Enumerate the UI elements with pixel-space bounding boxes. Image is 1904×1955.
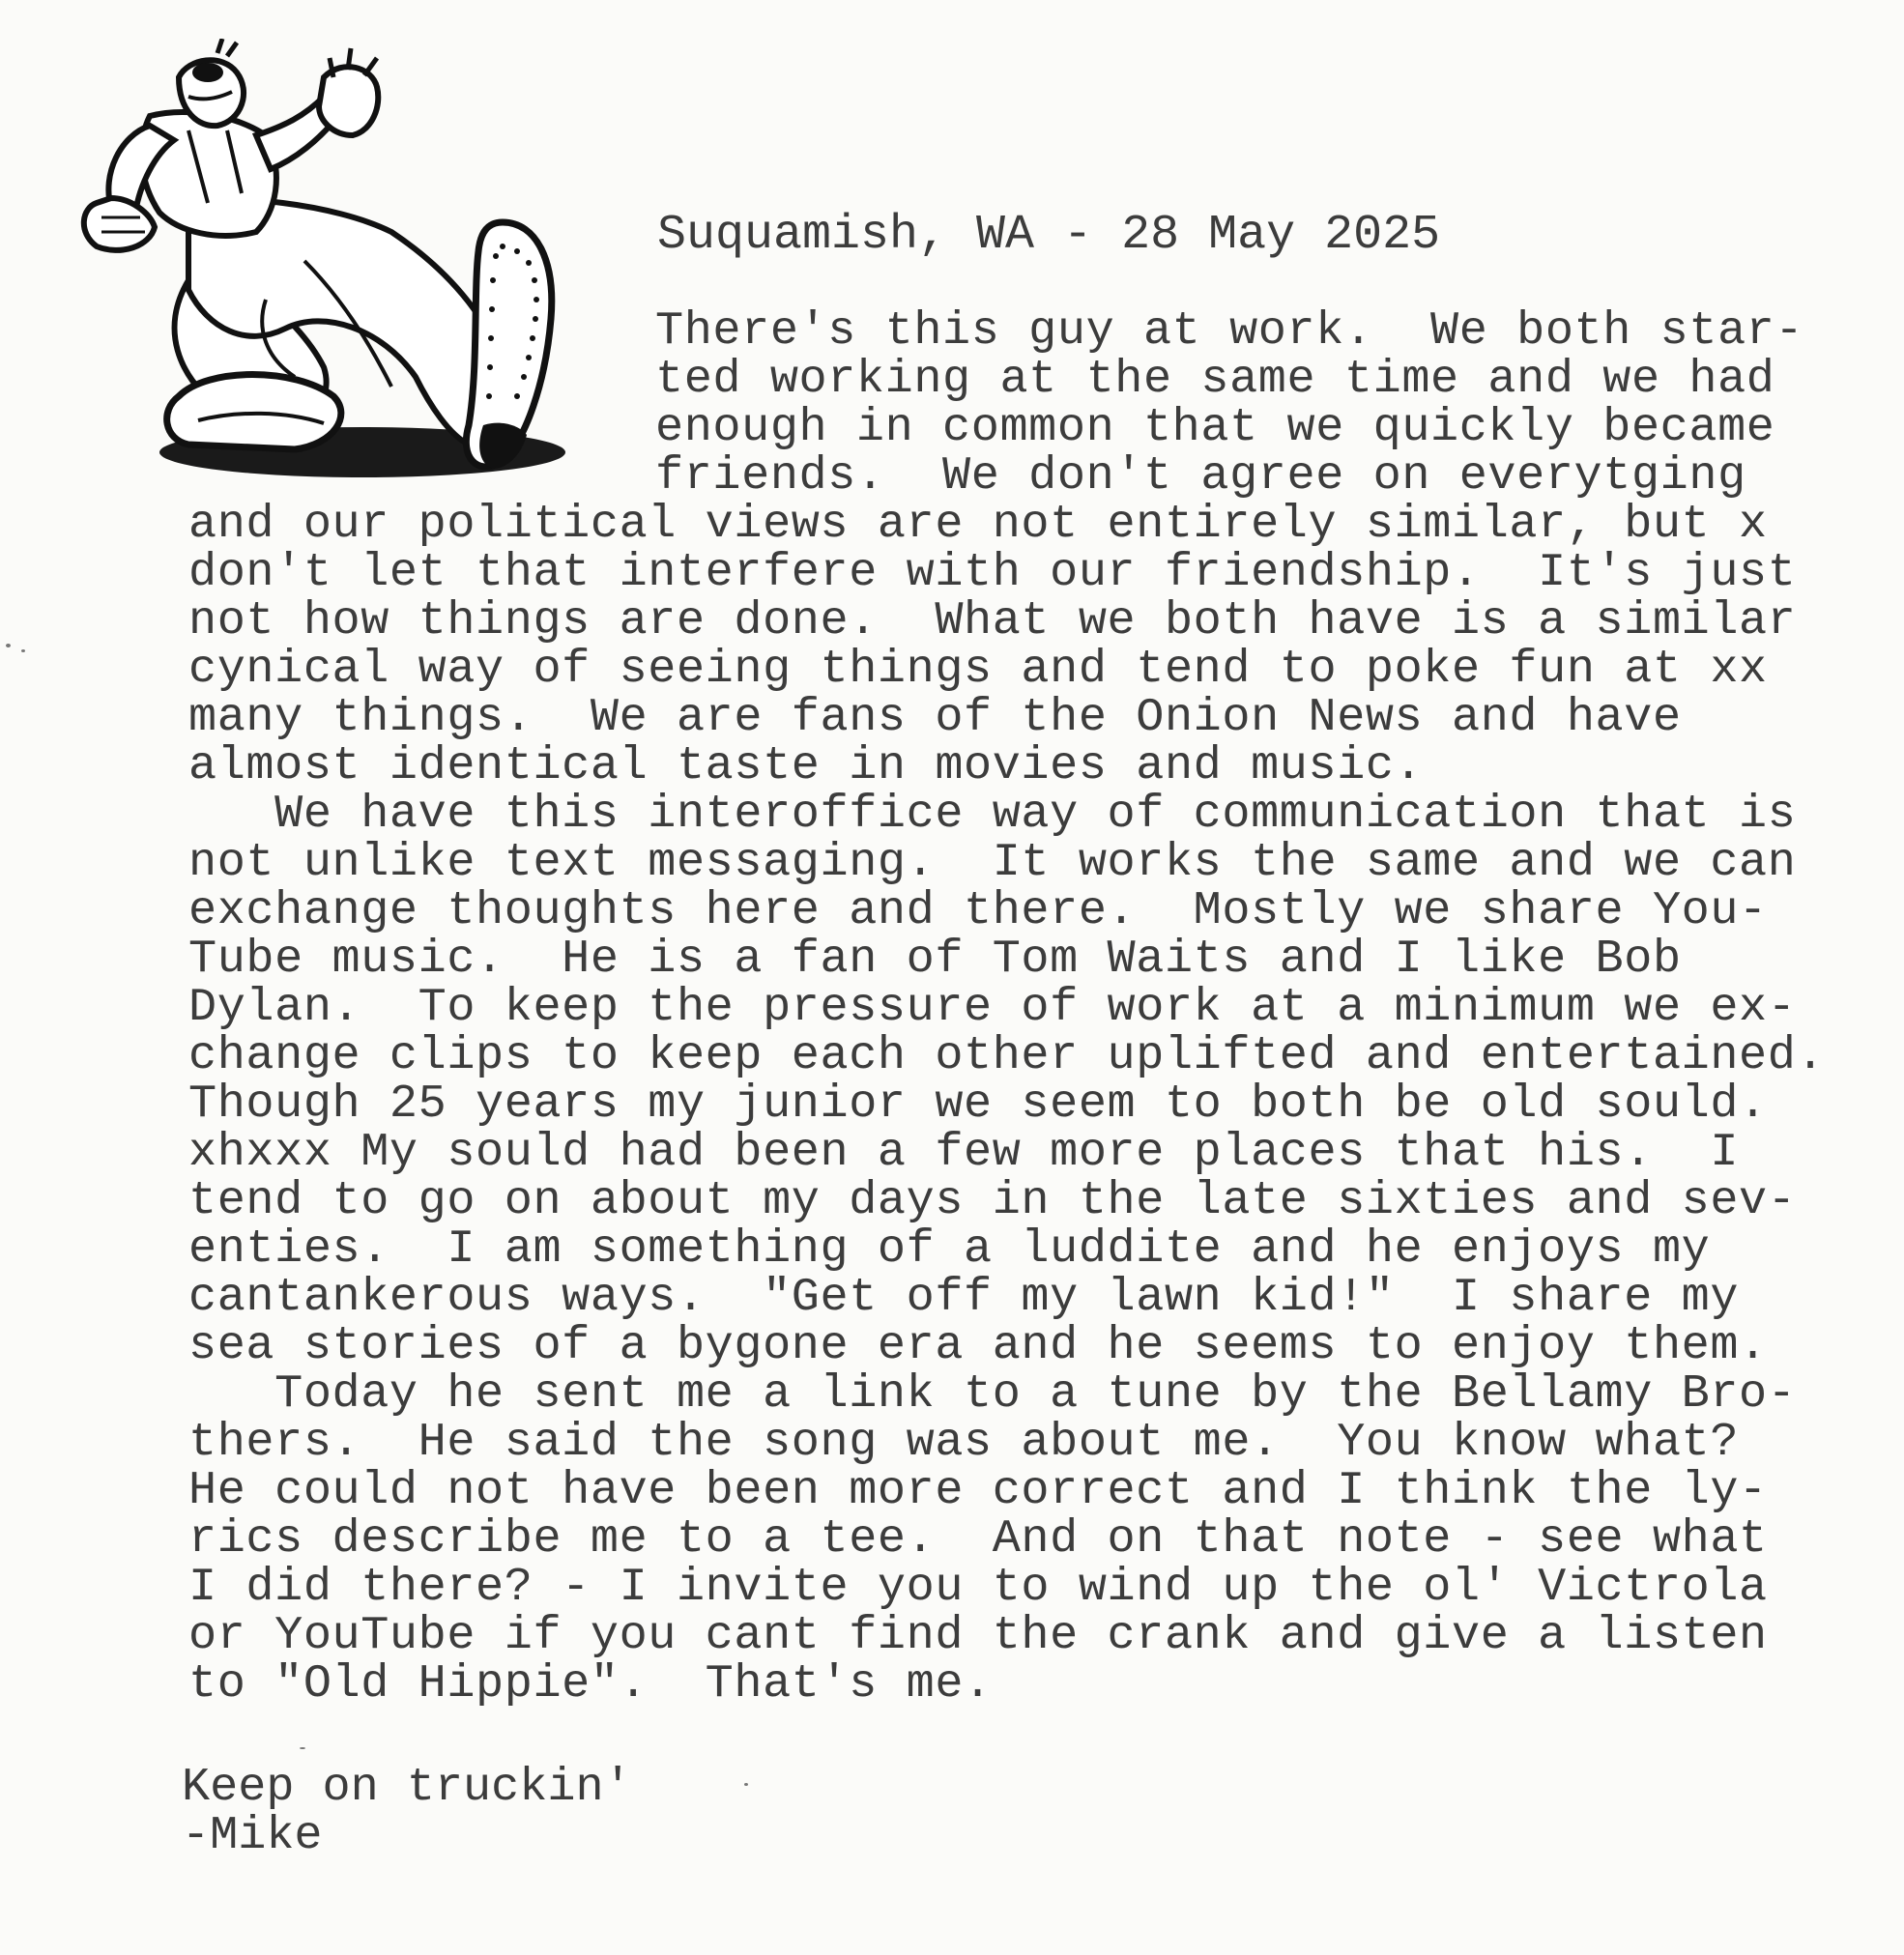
letter-line-1: There's this guy at work. We both star- bbox=[655, 304, 1804, 358]
letter-line-7: not how things are done. What we both have is a similar bbox=[188, 594, 1797, 647]
letter-line-16: change clips to keep each other uplifted and entertained. bbox=[188, 1029, 1826, 1082]
letter-line-8: cynical way of seeing things and tend to poke fun at xx bbox=[188, 643, 1768, 696]
letter-line-25: He could not have been more correct and I think the ly- bbox=[188, 1464, 1768, 1517]
letter-line-15: Dylan. To keep the pressure of work at a minimum we ex- bbox=[188, 981, 1797, 1034]
letter-signature: -Mike bbox=[182, 1809, 323, 1862]
letter-line-12: not unlike text messaging. It works the same and we can bbox=[188, 836, 1797, 889]
letter-closing: Keep on truckin' bbox=[182, 1761, 632, 1814]
letter-line-9: many things. We are fans of the Onion News and have bbox=[188, 691, 1682, 744]
letter-line-24: thers. He said the song was about me. You know what? bbox=[188, 1416, 1740, 1469]
letter-line-18: xhxxx My sould had been a few more places that his. I bbox=[188, 1126, 1740, 1179]
letter-line-27: I did there? - I invite you to wind up the ol' Victrola bbox=[188, 1561, 1768, 1614]
strutting-man-illustration bbox=[43, 39, 614, 483]
letter-line-10: almost identical taste in movies and music. bbox=[188, 739, 1424, 792]
letter-line-29: to "Old Hippie". That's me. bbox=[188, 1657, 993, 1711]
letter-line-20: enties. I am something of a luddite and he enjoys my bbox=[188, 1222, 1711, 1276]
letter-line-6: don't let that interfere with our friendship. It's just bbox=[188, 546, 1797, 599]
letter-line-23: Today he sent me a link to a tune by the Bellamy Bro- bbox=[188, 1367, 1797, 1421]
paper-speck bbox=[300, 1747, 305, 1749]
paper-speck bbox=[6, 644, 11, 647]
letter-line-13: exchange thoughts here and there. Mostly we share You- bbox=[188, 884, 1768, 937]
letter-line-22: sea stories of a bygone era and he seems to enjoy them. bbox=[188, 1319, 1768, 1372]
letter-line-14: Tube music. He is a fan of Tom Waits and I like Bob bbox=[188, 933, 1682, 986]
letter-line-2: ted working at the same time and we had bbox=[655, 353, 1775, 406]
letter-line-26: rics describe me to a tee. And on that note - see what bbox=[188, 1512, 1768, 1566]
letter-line-28: or YouTube if you cant find the crank and give a listen bbox=[188, 1609, 1768, 1662]
letter-line-17: Though 25 years my junior we seem to both be old sould. bbox=[188, 1078, 1768, 1131]
letter-line-5: and our political views are not entirely similar, but x bbox=[188, 498, 1768, 551]
letter-line-21: cantankerous ways. "Get off my lawn kid!" I share my bbox=[188, 1271, 1740, 1324]
letter-line-11: We have this interoffice way of communication that is bbox=[188, 788, 1797, 841]
paper-speck bbox=[744, 1783, 748, 1786]
letter-line-4: friends. We don't agree on everytging bbox=[655, 449, 1746, 503]
letter-heading: Suquamish, WA - 28 May 2025 bbox=[657, 208, 1441, 263]
letter-line-3: enough in common that we quickly became bbox=[655, 401, 1775, 454]
paper-speck bbox=[21, 649, 25, 652]
letter-line-19: tend to go on about my days in the late sixties and sev- bbox=[188, 1174, 1797, 1227]
